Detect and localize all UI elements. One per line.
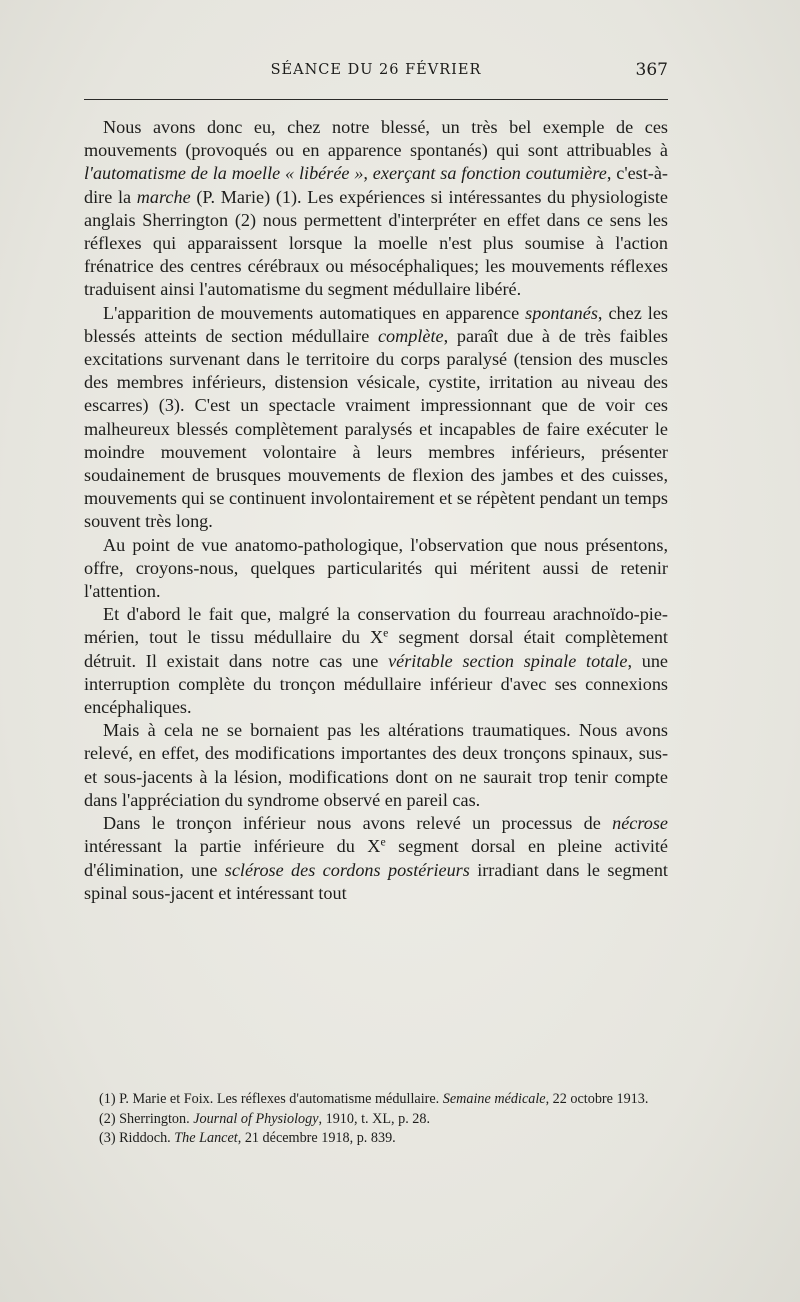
text-span: , paraît due à de très faibles excitations survenant dans le territoire du corps paralysé (tension des muscles des membres inférieurs, distension vésicale, cystite, irritation au niveau des escarres) (3). C'est un spectacle vraiment impressionnant que de voir ces malheureux blessés complètement paralysés et incapables de faire exécuter le moindre mouvement volontaire à leurs membres inférieurs, présenter soudainement de brusques mouvements de flexion des jambes et des cuisses, mouvements qui se continuent involontairement et se répètent pendant un temps souvent très long. <box>84 325 668 532</box>
text-span: Dans le tronçon inférieur nous avons relevé un processus de <box>103 813 613 834</box>
text-span: irradiant dans le segment spinal sous-jacent et intéressant tout <box>84 859 668 903</box>
italic-span: sclérose des cordons postérieurs <box>224 859 470 880</box>
text-span: (P. Marie) (1). Les expériences si intéressantes du physiologiste anglais Sherrington (2) nous permettent d'interpréter en effet dans ce sens les réflexes qui apparaissent lorsque la moelle n'est plus soumise à l'action frénatrice des centres cérébraux ou mésocéphaliques; les mouvements réflexes traduisent ainsi l'automatisme du segment médullaire libéré. <box>84 186 669 300</box>
text-span: L'apparition de mouvements automatiques en apparence <box>103 302 526 323</box>
paragraph-1 <box>84 116 668 302</box>
text-span: segment dorsal en pleine activité d'élimination, une <box>84 836 668 880</box>
footnotes <box>84 1090 668 1148</box>
italic-span: complète <box>377 325 444 346</box>
paragraph-6 <box>84 812 668 905</box>
footnote-2 <box>84 1110 668 1129</box>
page-number: 367 <box>635 60 668 80</box>
running-head: SÉANCE DU 26 FÉVRIER <box>270 62 482 78</box>
italic-span: marche <box>136 186 191 207</box>
text-span: , c'est-à-dire la <box>84 163 668 207</box>
italic-span: véritable section spinale totale <box>388 650 628 671</box>
footnote-3 <box>84 1129 668 1148</box>
footnote-1 <box>84 1090 668 1109</box>
paragraph-2 <box>84 302 668 534</box>
superscript: e <box>383 625 389 640</box>
paragraph-5: Mais à cela ne se bornaient pas les altérations traumatiques. Nous avons relevé, en effet, des modifications importantes des deux tronçons spinaux, sus- et sous-jacents à la lésion, modifications dont on ne saurait trop tenir compte dans l'appréciation du syndrome observé en pareil cas. <box>84 720 668 810</box>
superscript: e <box>380 834 386 849</box>
italic-span: Semaine médicale <box>442 1091 546 1107</box>
text-span: (2) Sherrington. <box>99 1110 194 1127</box>
page-header <box>84 60 668 86</box>
italic-span: The Lancet <box>174 1130 238 1147</box>
body-text <box>84 116 668 905</box>
text-span: (1) P. Marie et Foix. Les réflexes d'automatisme médullaire. <box>99 1091 443 1107</box>
text-span: Nous avons donc eu, chez notre blessé, un très bel exemple de ces mouvements (provoqués ou en apparence spontanés) qui sont attribuables à <box>84 117 668 161</box>
text-span: , 21 décembre 1918, p. 839. <box>237 1130 396 1147</box>
paragraph-3: Au point de vue anatomo-pathologique, l'observation que nous présentons, offre, croyons-nous, quelques particularités qui méritent aussi de retenir l'attention. <box>84 534 668 602</box>
italic-span: nécrose <box>612 813 668 834</box>
italic-span: Journal of Physiology <box>193 1110 319 1127</box>
text-span: , 1910, t. XL, p. 28. <box>318 1110 431 1127</box>
text-span: Et d'abord le fait que, malgré la conservation du fourreau arachnoïdo-pie-mérien, tout le tissu médullaire du X <box>84 604 668 648</box>
text-span: segment dorsal était complètement détruit. Il existait dans notre cas une <box>84 627 668 671</box>
paragraph-4 <box>84 603 668 719</box>
text-span: , chez les blessés atteints de section médullaire <box>84 302 669 346</box>
text-span: intéressant la partie inférieure du X <box>84 836 381 857</box>
italic-span: l'automatisme de la moelle « libérée », exerçant sa fonction coutumière <box>84 163 607 184</box>
text-span: , 22 octobre 1913. <box>545 1091 649 1107</box>
header-rule <box>84 99 668 100</box>
text-span: , une interruption complète du tronçon médullaire inférieur d'avec ses connexions encéphaliques. <box>84 650 668 718</box>
text-span: (3) Riddoch. <box>99 1130 175 1147</box>
italic-span: spontanés <box>525 302 598 323</box>
